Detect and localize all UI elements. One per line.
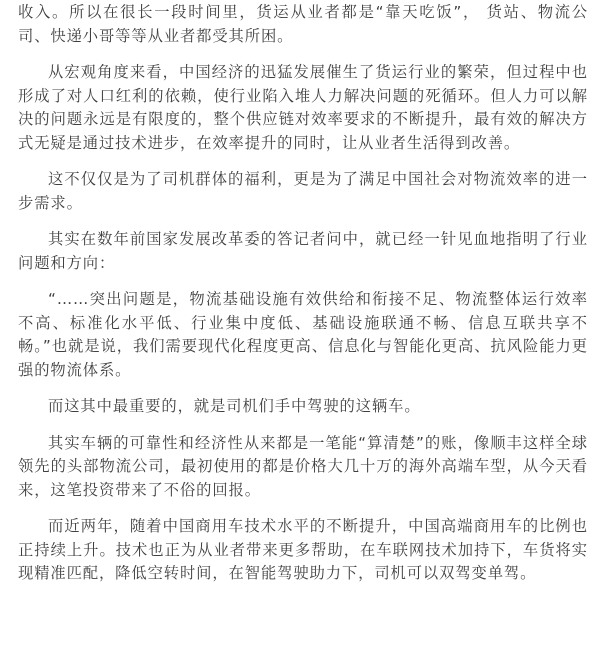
article-paragraph: 这不仅仅是为了司机群体的福利，更是为了满足中国社会对物流效率的进一步需求。	[18, 170, 588, 212]
article-paragraph: 从宏观角度来看，中国经济的迅猛发展催生了货运行业的繁荣，但过程中也形成了对人口红利的依赖，使行业陷入堆人力解决问题的死循环。但人力可以解决的问题永远是有限度的，整个供应链对效率要求的不断提升，最有效的解决方式无疑是通过技术进步，在效率提升的同时，让从业者生活得到改善。	[18, 63, 588, 152]
article-paragraph: 其实在数年前国家发展改革委的答记者问中，就已经一针见血地指明了行业问题和方向：	[18, 230, 588, 272]
article-paragraph: 其实车辆的可靠性和经济性从来都是一笔能“算清楚”的账，像顺丰这样全球领先的头部物流公司，最初使用的都是价格大几十万的海外高端车型，从今天看来，这笔投资带来了不俗的回报。	[18, 433, 588, 499]
article-body	[0, 1, 600, 650]
article-paragraph: “……突出问题是，物流基础设施有效供给和衔接不足、物流整体运行效率不高、标准化水平低、行业集中度低、基础设施联通不畅、信息互联共享不畅。”也就是说，我们需要现代化程度更高、信息化与智能化更高、抗风险能力更强的物流体系。	[18, 290, 588, 379]
article-paragraph: 而近两年，随着中国商用车技术水平的不断提升，中国高端商用车的比例也正持续上升。技术也正为从业者带来更多帮助，在车联网技术加持下，车货将实现精准匹配，降低空转时间，在智能驾驶助力下，司机可以双驾变单驾。	[18, 517, 588, 582]
article-paragraph: 而这其中最重要的，就是司机们手中驾驶的这辆车。	[48, 397, 421, 415]
article-paragraph: 收入。所以在很长一段时间里，货运从业者都是“靠天吃饭”， 货站、物流公司、快递小哥等等从业者都受其所困。	[18, 3, 588, 45]
